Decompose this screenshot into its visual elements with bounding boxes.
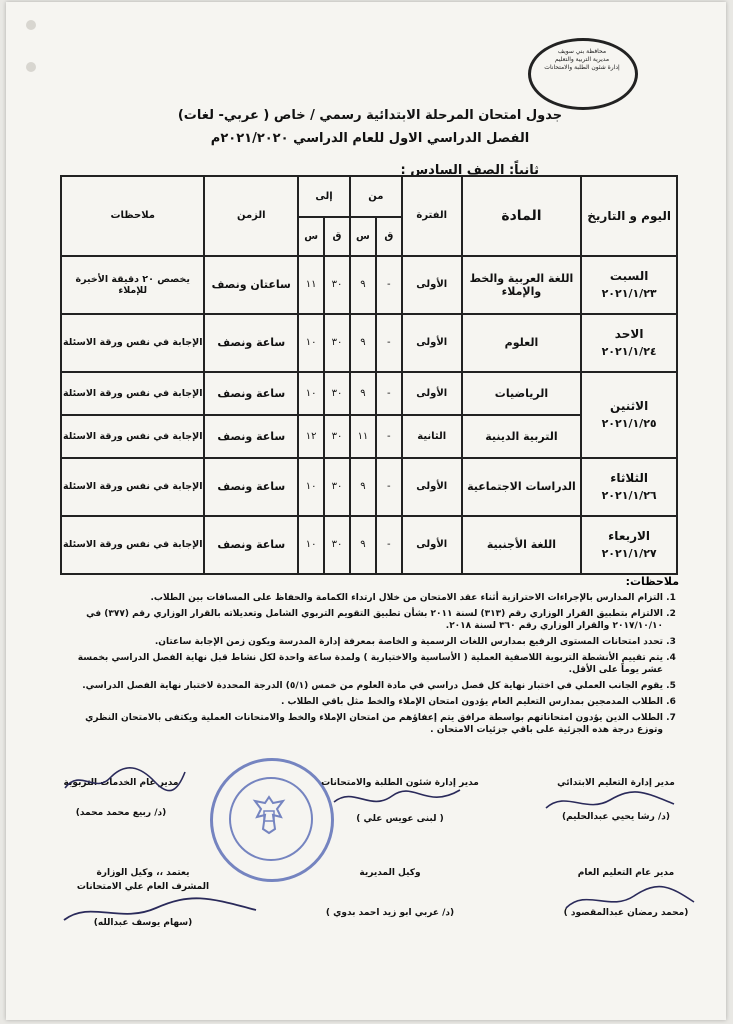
period-cell: الثانية (402, 415, 462, 458)
header-day-date: اليوم و التاريخ (581, 176, 677, 256)
from-hour-cell: ٩ (350, 372, 376, 415)
note-item: 7. الطلاب الذين يؤدون امتحاناتهم بواسطة مرافق يتم إعفاؤهم من امتحان الإملاء والخط والامتحانات العملية ويكتفى بالامتحان النظري وتوزع درجة هذه الجزئية على باقي جزئيات الامتحان . (63, 712, 663, 736)
day-name: الاثنين (610, 399, 649, 414)
day-date-cell (581, 314, 677, 372)
logo-text (544, 48, 620, 72)
notes-cell: الإجابة في نفس ورقة الاسئلة (61, 314, 204, 372)
duration-cell: ساعة ونصف (204, 458, 298, 516)
period-cell: الأولى (402, 256, 462, 314)
from-minutes-cell: - (376, 314, 402, 372)
table-row (61, 458, 677, 516)
schedule-body (61, 256, 677, 574)
signature-title: المشرف العام علي الامتحانات (76, 882, 210, 892)
period-cell: الأولى (402, 372, 462, 415)
document-title: جدول امتحان المرحلة الابتدائية رسمي / خاص ( عربي- لغات) (177, 108, 563, 123)
to-hour-cell: ١٠ (298, 314, 324, 372)
document-subtitle-term: الفصل الدراسي الاول للعام الدراسي ٢٠٢١/٢٠٢٠م (210, 131, 530, 146)
subject-cell: اللغة الأجنبية (462, 516, 582, 574)
header-period: الفترة (402, 176, 462, 256)
note-item: 2. الالتزام بتطبيق القرار الوزاري رقم (٣١٣) لسنة ٢٠١١ بشأن تطبيق التقويم التربوي الشامل وتعديلاته بالقرار الوزاري رقم (٣٧٧) في ٢٠١٧/١٠/١٠ والقرار الوزاري رقم ٣٦٠ لسنة ٢٠١٨. (63, 608, 663, 632)
table-row (61, 256, 677, 314)
binder-hole (26, 62, 36, 72)
day-date-cell (581, 458, 677, 516)
from-hour-cell: ١١ (350, 415, 376, 458)
eagle-emblem-icon (249, 793, 289, 837)
notes-cell: الإجابة في نفس ورقة الاسئلة (61, 516, 204, 574)
signature-title: وكيل المديرية (359, 868, 421, 878)
day-name: السبت (609, 269, 649, 284)
to-minutes-cell: ٣٠ (324, 372, 350, 415)
subject-cell: اللغة العربية والخط والإملاء (462, 256, 582, 314)
table-row (61, 314, 677, 372)
table-row (61, 516, 677, 574)
duration-cell: ساعتان ونصف (204, 256, 298, 314)
signature-title: مدير إدارة شئون الطلبة والامتحانات (321, 778, 479, 788)
to-minutes-cell: ٣٠ (324, 314, 350, 372)
notes-cell: الإجابة في نفس ورقة الاسئلة (61, 458, 204, 516)
note-item: 3. تحدد امتحانات المستوى الرفيع بمدارس اللغات الرسمية و الخاصة بمعرفة إدارة المدرسة ويكون زمن الإجابة ساعتان. (63, 636, 663, 648)
exam-date: ٢٠٢١/١/٢٣ (601, 287, 657, 301)
header-from-q: ق (376, 217, 402, 256)
signature-title: يعتمد ،، وكيل الوزارة (96, 868, 190, 878)
to-hour-cell: ١٢ (298, 415, 324, 458)
header-to: إلى (298, 176, 350, 217)
notes-list (63, 592, 681, 740)
logo-line: محافظة بني سويف (557, 48, 607, 55)
to-hour-cell: ١٠ (298, 372, 324, 415)
note-item: 6. الطلاب المدمجين بمدارس التعليم العام يؤدون امتحان الإملاء والخط مثل باقي الطلاب . (63, 696, 663, 708)
table-row (61, 372, 677, 415)
signature-name: ( لبنى عويس علي ) (356, 814, 444, 824)
from-minutes-cell: - (376, 415, 402, 458)
from-hour-cell: ٩ (350, 458, 376, 516)
signature-name: (د/ رشا يحيي عبدالحليم) (562, 812, 670, 822)
to-minutes-cell: ٣٠ (324, 415, 350, 458)
notes-heading: ملاحظات: (625, 575, 679, 588)
day-date-cell (581, 516, 677, 574)
handwritten-signature (540, 784, 680, 820)
day-name: الثلاثاء (610, 471, 649, 486)
subject-cell: الرياضيات (462, 372, 582, 415)
to-minutes-cell: ٣٠ (324, 516, 350, 574)
handwritten-signature (60, 890, 260, 930)
day-date-cell (581, 256, 677, 314)
day-name: الاحد (614, 327, 644, 342)
from-hour-cell: ٩ (350, 256, 376, 314)
from-hour-cell: ٩ (350, 314, 376, 372)
signature-title: مدير عام التعليم العام (577, 868, 675, 878)
exam-date: ٢٠٢١/١/٢٦ (601, 489, 657, 503)
from-minutes-cell: - (376, 372, 402, 415)
notes-cell: الإجابة في نفس ورقة الاسئلة (61, 415, 204, 458)
duration-cell: ساعة ونصف (204, 516, 298, 574)
signature-name: (محمد رمضان عبدالمقصود ) (563, 908, 689, 918)
duration-cell: ساعة ونصف (204, 372, 298, 415)
header-to-q: ق (324, 217, 350, 256)
to-hour-cell: ١١ (298, 256, 324, 314)
exam-date: ٢٠٢١/١/٢٧ (601, 547, 657, 561)
to-hour-cell: ١٠ (298, 516, 324, 574)
duration-cell: ساعة ونصف (204, 314, 298, 372)
directorate-logo (528, 38, 638, 108)
from-hour-cell: ٩ (350, 516, 376, 574)
header-from-s: س (350, 217, 376, 256)
signature-title: مدير عام الخدمات التربوية (63, 778, 179, 788)
note-item: 5. يقوم الجانب العملي في اختبار نهاية كل فصل دراسي في مادة العلوم من خمس (٥/١) الدرجة المحددة لاختبار نهاية الفصل الدراسي. (63, 680, 663, 692)
logo-line: مديرية التربية والتعليم (554, 56, 610, 63)
note-item: 4. يتم تقييم الأنشطة التربوية اللاصفية العملية ( الأساسية والاختيارية ) ولمدة ساعة واحدة لكل نشاط قبل نهاية الفصل الدراسي بخمسة عشر يوماً على الأقل. (63, 652, 663, 676)
signature-name: (سهام يوسف عبدالله) (93, 918, 193, 928)
binder-hole (26, 20, 36, 30)
subject-cell: العلوم (462, 314, 582, 372)
to-hour-cell: ١٠ (298, 458, 324, 516)
handwritten-signature (560, 880, 700, 920)
exam-schedule-table (60, 175, 678, 575)
exam-date: ٢٠٢١/١/٢٤ (601, 345, 657, 359)
header-from: من (350, 176, 402, 217)
handwritten-signature (60, 760, 190, 800)
signature-name: (د/ ربيع محمد محمد) (75, 808, 167, 818)
day-name: الاربعاء (608, 529, 651, 544)
period-cell: الأولى (402, 314, 462, 372)
from-minutes-cell: - (376, 458, 402, 516)
logo-line: إدارة شئون الطلبة والامتحانات (544, 64, 620, 71)
handwritten-signature (330, 782, 470, 818)
signature-block-deputy (300, 868, 480, 918)
subject-cell: التربية الدينية (462, 415, 582, 458)
subject-cell: الدراسات الاجتماعية (462, 458, 582, 516)
period-cell: الأولى (402, 458, 462, 516)
signature-title: مدير إدارة التعليم الابتدائي (557, 778, 675, 788)
exam-date: ٢٠٢١/١/٢٥ (601, 417, 657, 431)
duration-cell: ساعة ونصف (204, 415, 298, 458)
to-minutes-cell: ٣٠ (324, 458, 350, 516)
header-to-s: س (298, 217, 324, 256)
day-date-cell (581, 372, 677, 458)
signature-name: (د/ عربي ابو زيد احمد بدوي ) (325, 908, 455, 918)
header-subject: المادة (462, 176, 582, 256)
to-minutes-cell: ٣٠ (324, 256, 350, 314)
from-minutes-cell: - (376, 256, 402, 314)
note-item: 1. التزام المدارس بالإجراءات الاحترازية أثناء عقد الامتحان من خلال ارتداء الكمامة والحفاظ على المسافات بين الطلاب. (63, 592, 663, 604)
grade-heading: ثانياً: الصف السادس : (400, 163, 539, 178)
from-minutes-cell: - (376, 516, 402, 574)
notes-cell: يخصص ٢٠ دقيقة الأخيرة للإملاء (61, 256, 204, 314)
period-cell: الأولى (402, 516, 462, 574)
header-notes: ملاحظات (61, 176, 204, 256)
notes-cell: الإجابة في نفس ورقة الاسئلة (61, 372, 204, 415)
header-duration: الزمن (204, 176, 298, 256)
